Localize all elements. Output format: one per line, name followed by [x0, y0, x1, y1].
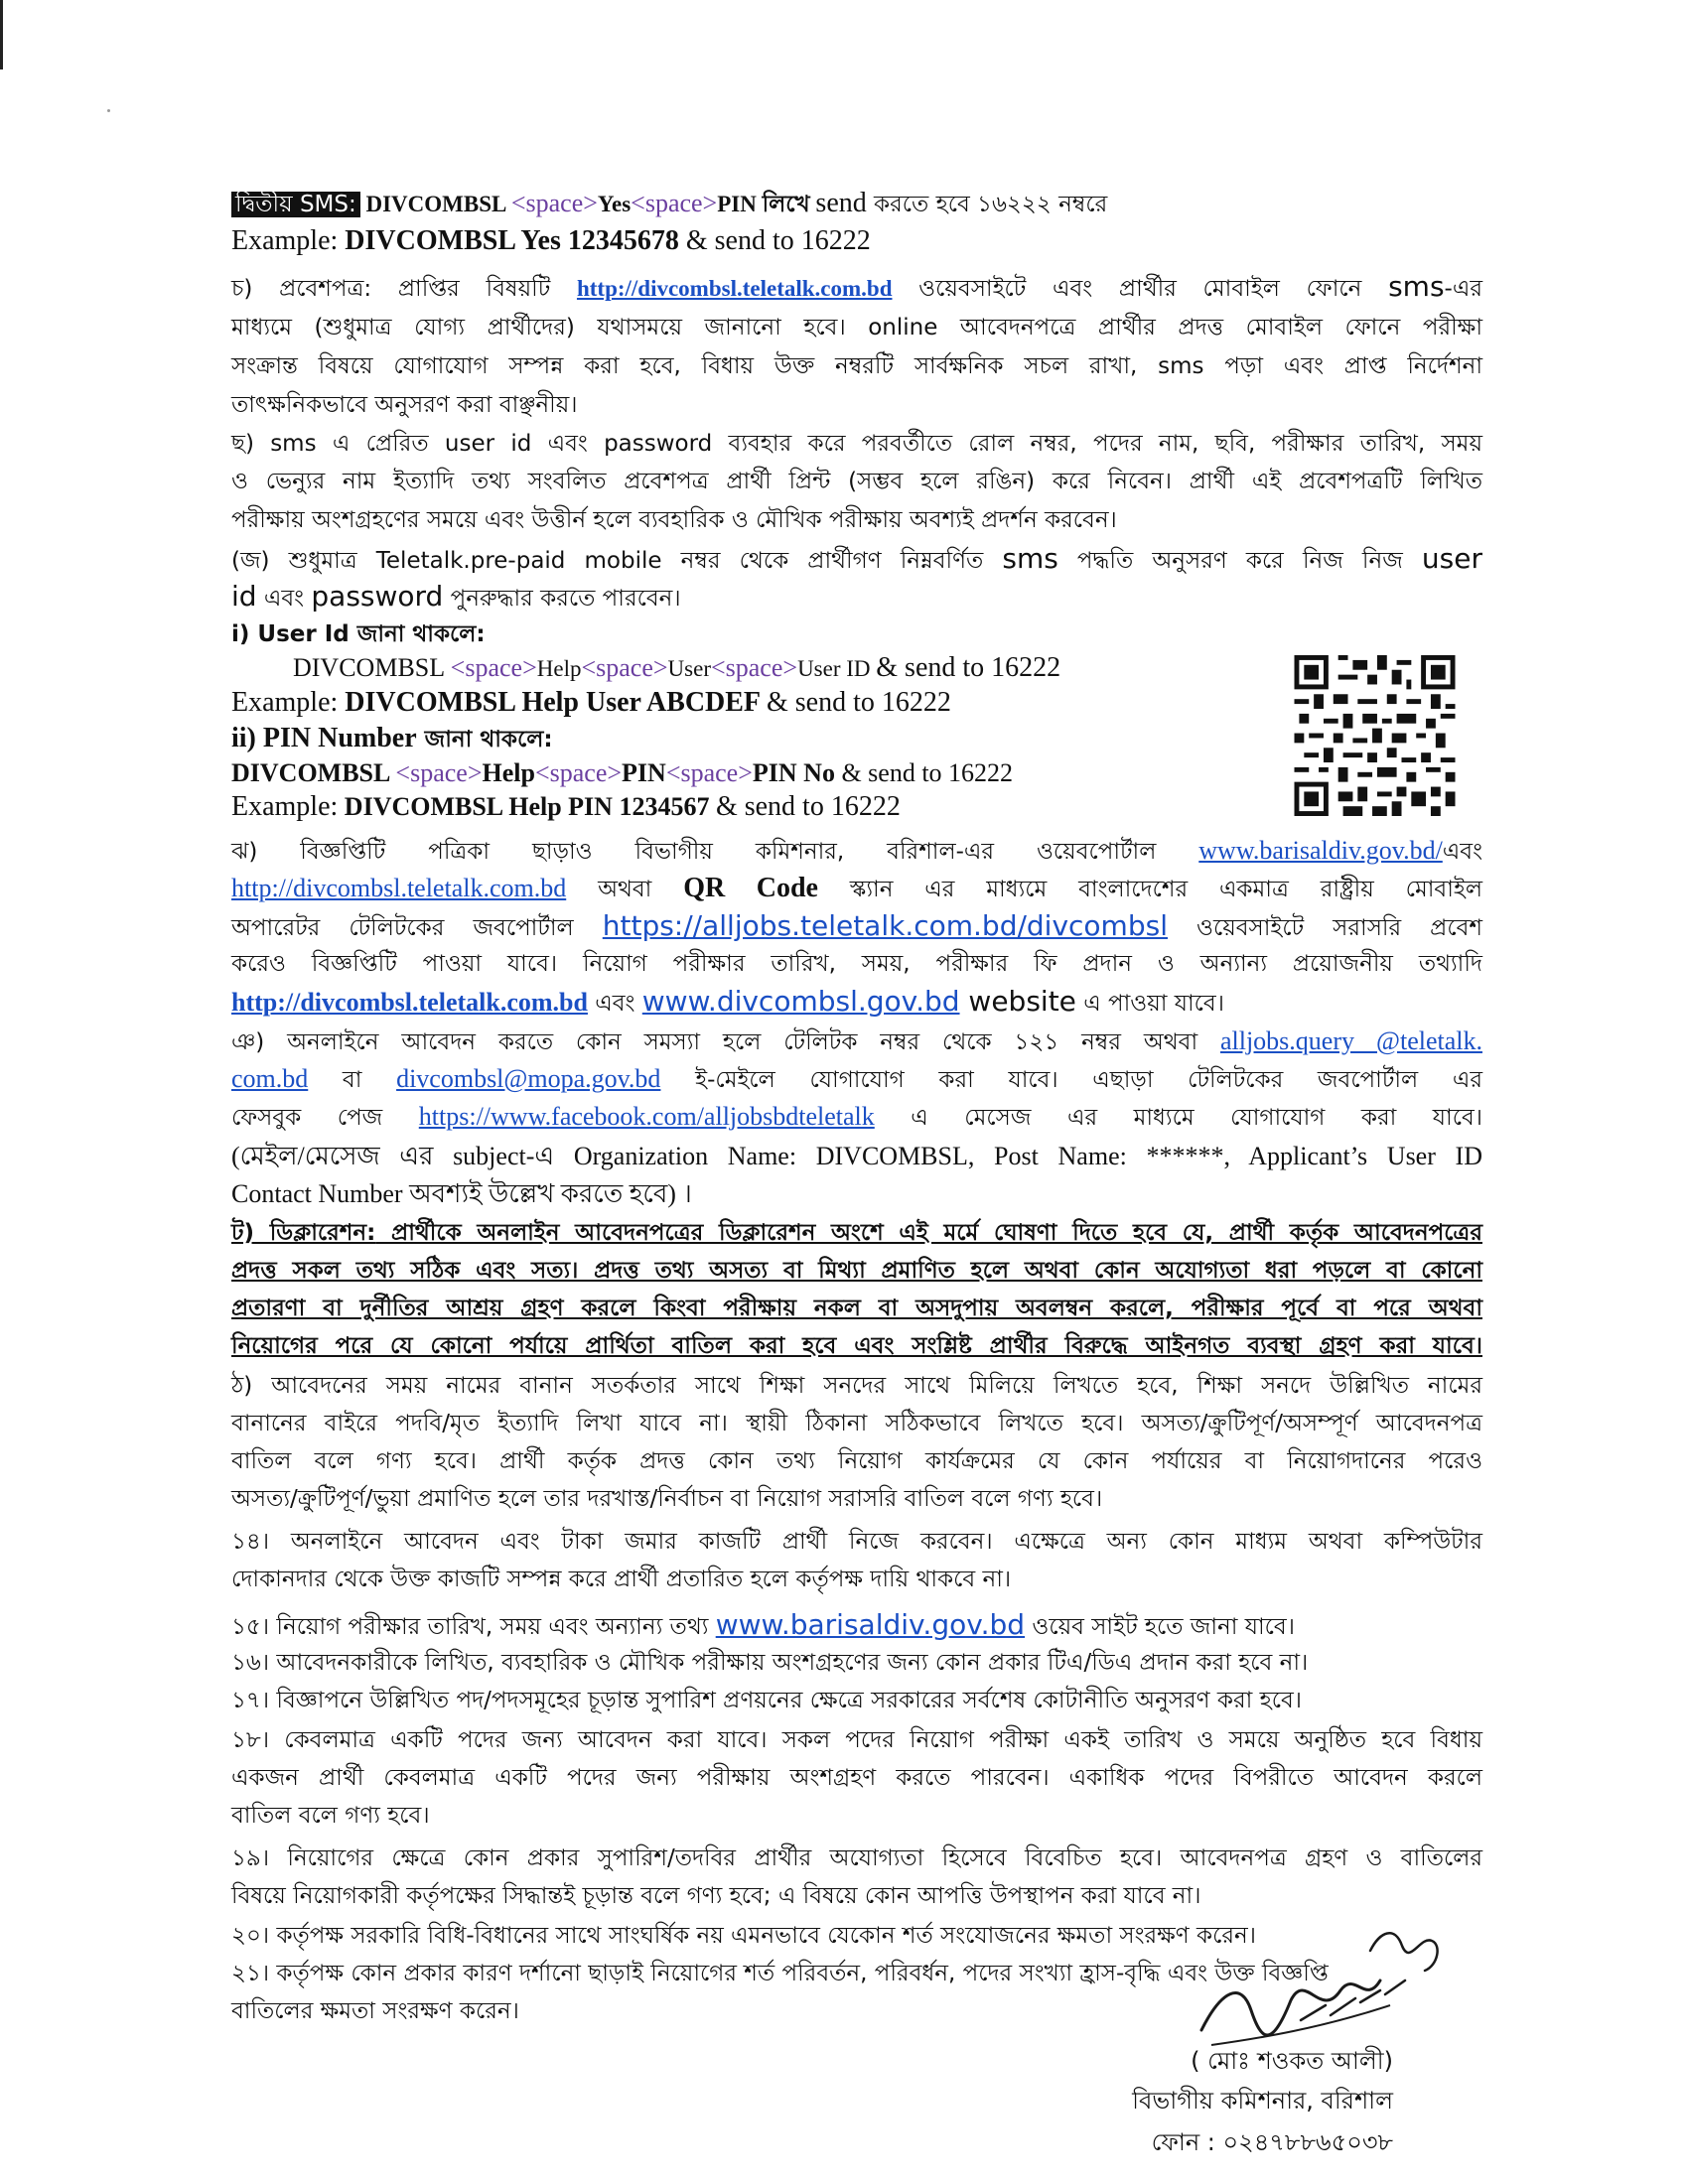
para-jha-line-4: করেও বিজ্ঞপ্তিটি পাওয়া যাবে। নিয়োগ পরীক্ষার তারিখ, সময়, পরীক্ষার ফি প্রদান ও অন্যান্য প্রয়োজনীয় তথ্যাদি	[231, 951, 1482, 977]
para-cha-line-3: সংক্রান্ত বিষয়ে যোগাযোগ সম্পন্ন করা হবে, বিধায় উক্ত নম্বরটি সার্বক্ষনিক সচল রাখা, sms পড়া এবং প্রাপ্ত নির্দেশনা	[231, 353, 1482, 379]
para-cha-line-4: তাৎক্ষনিকভাবে অনুসরণ করা বাঞ্ছনীয়।	[231, 392, 578, 418]
para-ja-line-1: (জ) শুধুমাত্র Teletalk.pre-paid mobile নম্বর থেকে প্রার্থীগণ নিম্নবর্ণিত sms পদ্ধতি অনুসরণ করে নিজ নিজ user	[231, 542, 1482, 575]
para-nya-line-3: ফেসবুক পেজ https://www.facebook.com/alljobsbdteletalk এ মেসেজ এর মাধ্যমে যোগাযোগ করা যাবে।	[231, 1102, 1482, 1131]
handwritten-signature	[1182, 1911, 1460, 2060]
para-nya-line-5: Contact Number অবশ্যই উল্লেখ করতে হবে) ।	[231, 1179, 692, 1208]
pin-command: DIVCOMBSL <space>Help<space>PIN<space>PIN No & send to 16222	[231, 758, 1014, 787]
scan-speck	[107, 109, 110, 112]
para-tha-line-3: বাতিল বলে গণ্য হবে। প্রার্থী কর্তৃক প্রদত্ত কোন তথ্য নিয়োগ কার্যক্রমের যে কোন পর্যায়ের বা নিয়োগদানের পরেও	[231, 1448, 1482, 1474]
user-id-command: DIVCOMBSL <space>Help<space>User<space>User ID & send to 16222	[293, 652, 1061, 683]
item-19-line-1: ১৯। নিয়োগের ক্ষেত্রে কোন প্রকার সুপারিশ/তদবির প্রার্থীর অযোগ্যতা হিসেবে বিবেচিত হবে। আবেদনপত্র গ্রহণ ও বাতিলের	[231, 1845, 1482, 1871]
declaration-line-3: প্রতারণা বা দুর্নীতির আশ্রয় গ্রহণ করলে কিংবা পরীক্ষায় নকল বা অসদুপায় অবলম্বন করলে, পরীক্ষার পূর্বে বা পরে অথবা	[231, 1296, 1482, 1321]
signatory-phone: ফোন : ০২৪৭৮৮৬৫০৩৮	[1151, 2128, 1393, 2156]
para-chha-line-1: ছ) sms এ প্রেরিত user id এবং password ব্যবহার করে পরবর্তীতে রোল নম্বর, পদের নাম, ছবি, পরীক্ষার তারিখ, সময়	[231, 431, 1482, 457]
item-15: ১৫। নিয়োগ পরীক্ষার তারিখ, সময় এবং অন্যান্য তথ্য www.barisaldiv.gov.bd ওয়েব সাইট হতে জানা যাবে।	[231, 1608, 1295, 1641]
item-18-line-2: একজন প্রার্থী কেবলমাত্র একটি পদের জন্য পরীক্ষায় অংশগ্রহণ করতে পারবেন। একাধিক পদের বিপরীতে আবেদন করলে	[231, 1765, 1482, 1791]
item-14-line-2: দোকানদার থেকে উক্ত কাজটি সম্পন্ন করে প্রার্থী প্রতারিত হলে কর্তৃপক্ষ দায়ি থাকবে না।	[231, 1567, 1012, 1592]
example-line-1: Example: DIVCOMBSL Yes 12345678 & send to 16222	[231, 225, 871, 256]
barisaldiv-link-2[interactable]: www.barisaldiv.gov.bd	[715, 1608, 1026, 1641]
para-tha-line-4: অসত্য/ক্রুটিপূর্ণ/ভুয়া প্রমাণিত হলে তার দরখাস্ত/নির্বাচন বা নিয়োগ সরাসরি বাতিল বলে গণ্য হবে।	[231, 1486, 1103, 1512]
second-sms-tag: দ্বিতীয় SMS:	[231, 192, 360, 217]
pin-heading: ii) PIN Number জানা থাকলে:	[231, 723, 553, 753]
user-id-heading: i) User Id জানা থাকলে:	[231, 621, 486, 647]
item-16: ১৬। আবেদনকারীকে লিখিত, ব্যবহারিক ও মৌখিক পরীক্ষায় অংশগ্রহণের জন্য কোন প্রকার টিএ/ডিএ প্রদান করা হবে না।	[231, 1650, 1309, 1676]
para-nya-line-1: ঞ) অনলাইনে আবেদন করতে কোন সমস্যা হলে টেলিটক নম্বর থেকে ১২১ নম্বর অথবা alljobs.query @teletalk.	[231, 1026, 1482, 1055]
para-cha-line-1: চ) প্রবেশপত্র: প্রাপ্তির বিষয়টি http://divcombsl.teletalk.com.bd ওয়েবসাইটে এবং প্রার্থীর মোবাইল ফোনে sms-এর	[231, 270, 1482, 303]
query-email-link[interactable]: alljobs.query @teletalk.	[1219, 1026, 1482, 1055]
para-cha-line-2: মাধ্যমে (শুধুমাত্র যোগ্য প্রার্থীদের) যথাসময়ে জানানো হবে। online আবেদনপত্রে প্রার্থীর প্রদত্ত মোবাইল ফোনে পরীক্ষা	[231, 315, 1482, 341]
para-chha-line-3: পরীক্ষায় অংশগ্রহণের সময়ে এবং উত্তীর্ন হলে ব্যবহারিক ও মৌখিক পরীক্ষায় অবশ্যই প্রদর্শন করবেন।	[231, 507, 1117, 533]
teletalk-link-2[interactable]: http://divcombsl.teletalk.com.bd	[231, 874, 567, 902]
signatory-designation: বিভাগীয় কমিশনার, বরিশাল	[1132, 2087, 1393, 2115]
teletalk-link[interactable]: http://divcombsl.teletalk.com.bd	[576, 276, 893, 301]
item-17: ১৭। বিজ্ঞাপনে উল্লিখিত পদ/পদসমূহের চূড়ান্ত সুপারিশ প্রণয়নের ক্ষেত্রে সরকারের সর্বশেষ কোটানীতি অনুসরণ করা হবে।	[231, 1688, 1302, 1713]
para-ja-line-2: id এবং password পুনরুদ্ধার করতে পারবেন।	[231, 580, 681, 613]
para-nya-line-2: com.bd বা divcombsl@mopa.gov.bd ই-মেইলে যোগাযোগ করা যাবে। এছাড়া টেলিটকের জবপোর্টাল এর	[231, 1064, 1482, 1093]
scan-edge	[0, 0, 3, 69]
item-21-line-1: ২১। কর্তৃপক্ষ কোন প্রকার কারণ দর্শানো ছাড়াই নিয়োগের শর্ত পরিবর্তন, পরিবর্ধন, পদের সংখ্যা হ্রাস-বৃদ্ধি এবং উক্ত বিজ্ঞপ্তি	[231, 1961, 1329, 1986]
barisaldiv-link[interactable]: www.barisaldiv.gov.bd/	[1198, 836, 1443, 865]
para-jha-line-1: ঝ) বিজ্ঞপ্তিটি পত্রিকা ছাড়াও বিভাগীয় কমিশনার, বরিশাল-এর ওয়েবপোর্টাল www.barisaldiv.gov.bd/এবং	[231, 836, 1482, 865]
declaration-line-1: ট) ডিক্লারেশন: প্রার্থীকে অনলাইন আবেদনপত্রের ডিক্লারেশন অংশে এই মর্মে ঘোষণা দিতে হবে যে, প্রার্থী কর্তৃক আবেদনপত্রের	[231, 1220, 1482, 1246]
para-tha-line-1: ঠ) আবেদনের সময় নামের বানান সতর্কতার সাথে শিক্ষা সনদের সাথে মিলিয়ে লিখতে হবে, শিক্ষা সনদে উল্লিখিত নামের	[231, 1373, 1482, 1399]
second-sms-line: দ্বিতীয় SMS: DIVCOMBSL <space>Yes<space>PIN লিখে send করতে হবে ১৬২২২ নম্বরে	[231, 189, 1482, 219]
example-line-3: Example: DIVCOMBSL Help PIN 1234567 & send to 16222	[231, 791, 901, 822]
para-nya-line-4: (মেইল/মেসেজ এর subject-এ Organization Name: DIVCOMBSL, Post Name: ******, Applicant’s User ID	[231, 1142, 1482, 1170]
item-14-line-1: ১৪। অনলাইনে আবেদন এবং টাকা জমার কাজটি প্রার্থী নিজে করবেন। এক্ষেত্রে অন্য কোন মাধ্যম অথবা কম্পিউটার	[231, 1529, 1482, 1555]
facebook-link[interactable]: https://www.facebook.com/alljobsbdteletalk	[418, 1102, 875, 1131]
alljobs-link[interactable]: https://alljobs.teletalk.com.bd/divcombsl	[602, 909, 1168, 942]
para-jha-line-5: http://divcombsl.teletalk.com.bd এবং www.divcombsl.gov.bd website এ পাওয়া যাবে।	[231, 985, 1224, 1018]
para-jha-line-3: অপারেটর টেলিটকের জবপোর্টাল https://alljobs.teletalk.com.bd/divcombsl ওয়েবসাইটে সরাসরি প্রবেশ	[231, 909, 1482, 942]
item-19-line-2: বিষয়ে নিয়োগকারী কর্তৃপক্ষের সিদ্ধান্তই চূড়ান্ত বলে গণ্য হবে; এ বিষয়ে কোন আপত্তি উপস্থাপন করা যাবে না।	[231, 1883, 1201, 1909]
item-21-line-2: বাতিলের ক্ষমতা সংরক্ষণ করেন।	[231, 1998, 519, 2024]
item-20: ২০। কর্তৃপক্ষ সরকারি বিধি-বিধানের সাথে সাংঘর্ষিক নয় এমনভাবে যেকোন শর্ত সংযোজনের ক্ষমতা সংরক্ষণ করেন।	[231, 1923, 1256, 1949]
declaration-line-2: প্রদত্ত সকল তথ্য সঠিক এবং সত্য। প্রদত্ত তথ্য অসত্য বা মিথ্যা প্রমাণিত হলে অথবা কোন অযোগ্যতা ধরা পড়লে বা কোনো	[231, 1258, 1482, 1284]
item-18-line-1: ১৮। কেবলমাত্র একটি পদের জন্য আবেদন করা যাবে। সকল পদের নিয়োগ পরীক্ষা একই তারিখ ও সময়ে অনুষ্ঠিত হবে বিধায়	[231, 1727, 1482, 1753]
divcombsl-gov-link[interactable]: www.divcombsl.gov.bd	[641, 985, 960, 1018]
teletalk-link-3[interactable]: http://divcombsl.teletalk.com.bd	[231, 988, 588, 1017]
item-18-line-3: বাতিল বলে গণ্য হবে।	[231, 1803, 430, 1829]
para-jha-line-2: http://divcombsl.teletalk.com.bd অথবা QR Code স্ক্যান এর মাধ্যমে বাংলাদেশের একমাত্র রাষ্ট্রীয় মোবাইল	[231, 873, 1482, 903]
declaration-line-4: নিয়োগের পরে যে কোনো পর্যায়ে প্রার্থিতা বাতিল করা হবে এবং সংশ্লিষ্ট প্রার্থীর বিরুদ্ধে আইনগত ব্যবস্থা গ্রহণ করা যাবে।	[231, 1333, 1482, 1359]
example-line-2: Example: DIVCOMBSL Help User ABCDEF & send to 16222	[231, 687, 951, 718]
para-chha-line-2: ও ভেন্যুর নাম ইত্যাদি তথ্য সংবলিত প্রবেশপত্র প্রার্থী প্রিন্ট (সম্ভব হলে রঙিন) করে নিবেন। প্রার্থী এই প্রবেশপত্রটি লিখিত	[231, 469, 1482, 494]
mopa-email-link[interactable]: divcombsl@mopa.gov.bd	[396, 1064, 661, 1093]
qr-code-image[interactable]	[1293, 655, 1457, 816]
signatory-name: ( মোঃ শওকত আলী)	[1191, 2047, 1393, 2075]
para-tha-line-2: বানানের বাইরে পদবি/মৃত ইত্যাদি লিখা যাবে না। স্থায়ী ঠিকানা সঠিকভাবে লিখতে হবে। অসত্য/ক্রুটিপূর্ণ/অসম্পূর্ণ আবেদনপত্র	[231, 1411, 1482, 1436]
